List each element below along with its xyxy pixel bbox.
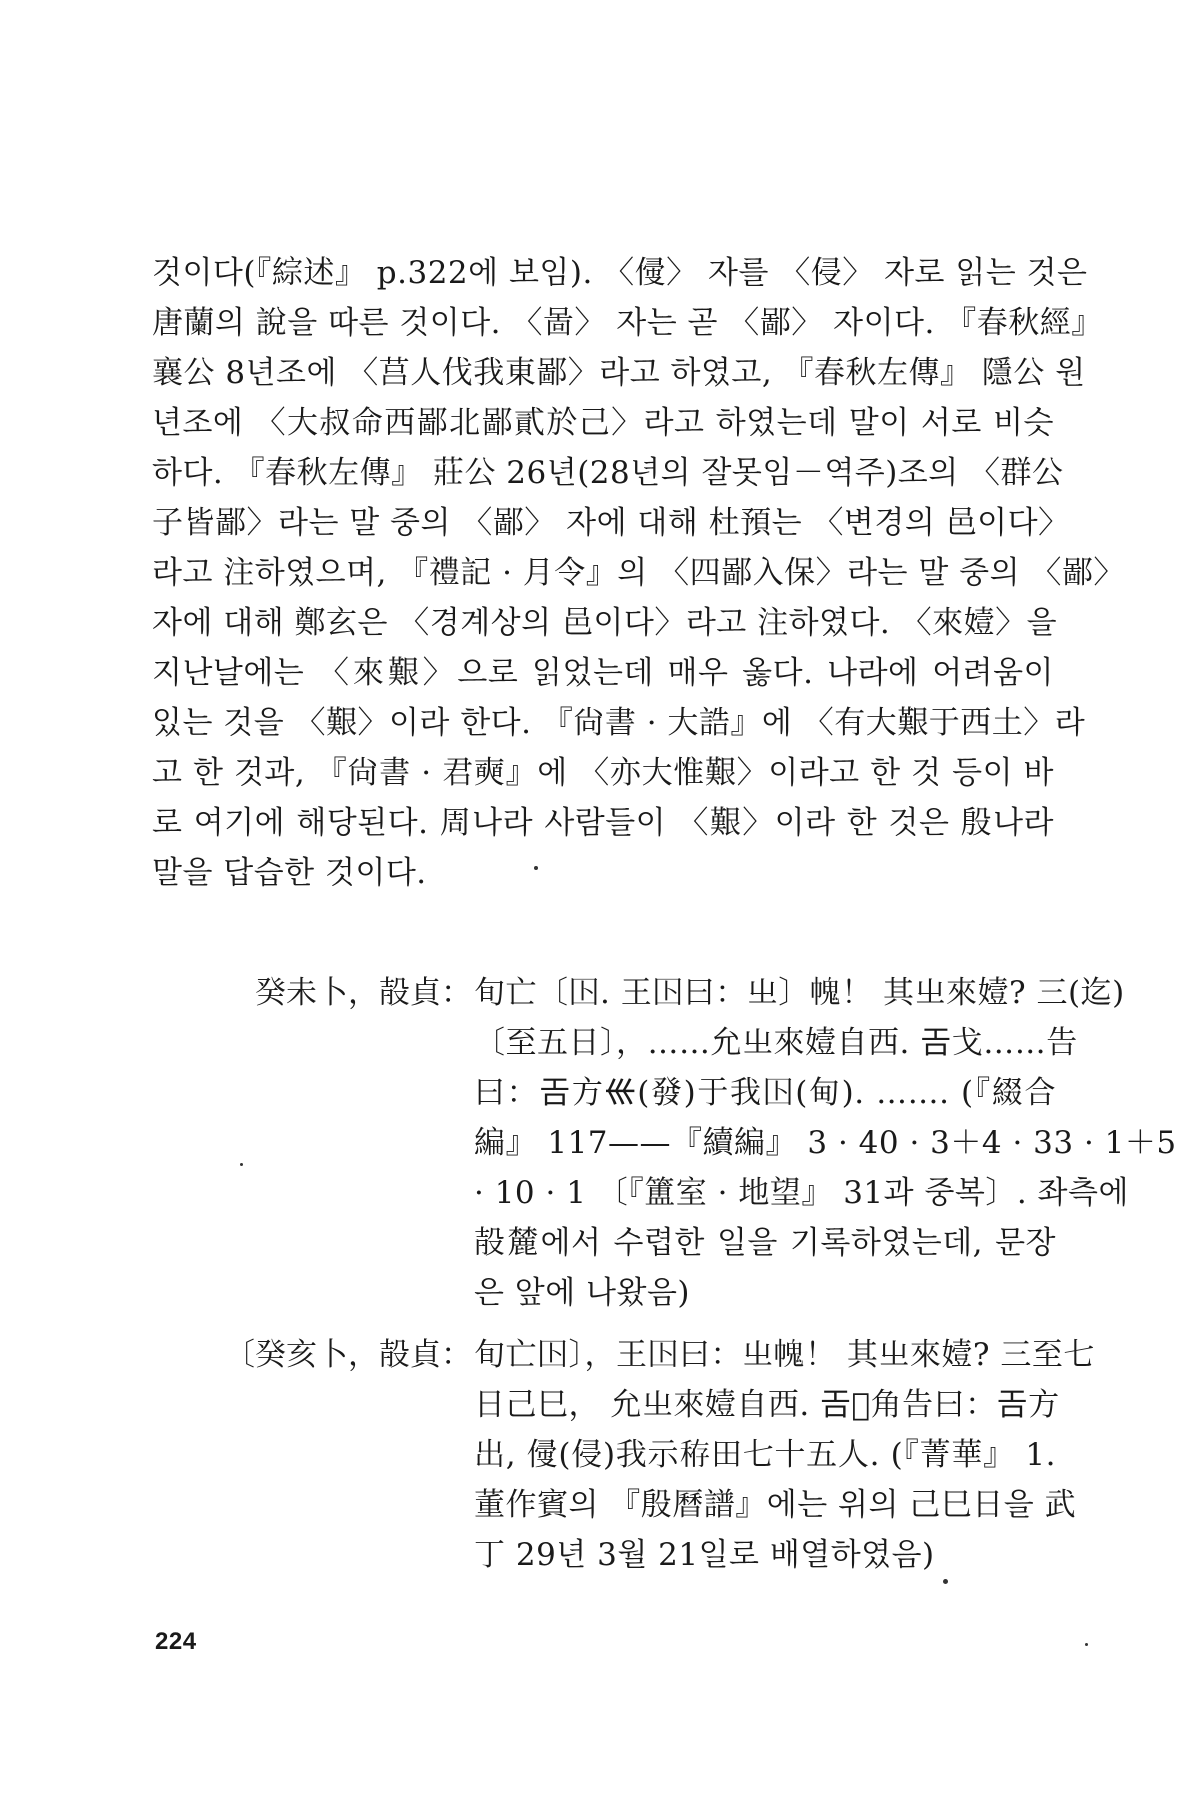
paragraph-line: 있는 것을 〈艱〉이라 한다. 『尙書 · 大誥』에 〈有大艱于西土〉라: [152, 705, 1086, 741]
paragraph-line: 고 한 것과, 『尙書 · 君奭』에 〈亦大惟艱〉이라고 한 것 등이 바: [152, 755, 1054, 791]
paragraph-line: 말을 답습한 것이다.: [152, 855, 427, 891]
body-paragraph: [152, 248, 1125, 898]
inscription-line: 㱿麓에서 수렵한 일을 기록하였는데, 문장: [474, 1225, 1056, 1261]
inscription-line: 曰：𢀛方𡿧(發)于我𡆥(甸). ……. (『綴合: [474, 1075, 1056, 1111]
inscription-line: · 10 · 1 〔『簠室 · 地望』 31과 중복〕. 좌측에: [474, 1175, 1129, 1211]
paragraph-line: 唐蘭의 說을 따른 것이다. 〈啚〉 자는 곧 〈鄙〉 자이다. 『春秋經』: [152, 305, 1103, 341]
paragraph-line: 子皆鄙〉라는 말 중의 〈鄙〉 자에 대해 杜預는 〈변경의 邑이다〉: [152, 505, 1070, 541]
print-speck: [534, 866, 538, 870]
inscription-body: [474, 1330, 1095, 1580]
paragraph-line: 자에 대해 鄭玄은 〈경계상의 邑이다〉라고 注하였다. 〈來嬄〉을: [152, 605, 1058, 641]
inscription-head: 癸未卜，㱿貞：: [255, 975, 472, 1011]
paragraph-line: 것이다(『綜述』 p.322에 보임). 〈㑴〉 자를 〈侵〉 자로 읽는 것은: [152, 255, 1088, 291]
inscription-line: 出, 㑴(侵)我示𥞘田七十五人. (『菁華』 1.: [474, 1437, 1056, 1473]
inscription-line: 董作賓의 『殷曆譜』에는 위의 己巳日을 武: [474, 1487, 1077, 1523]
print-speck: [1085, 1643, 1088, 1646]
inscription-line: 日己巳， 允㞢來嬄自西. 𢀛𡕥角告曰：𢀛方: [474, 1387, 1060, 1423]
page-number: 224: [155, 1628, 197, 1655]
paragraph-line: 년조에 〈大叔命西鄙北鄙貳於己〉라고 하였는데 말이 서로 비슷: [152, 405, 1054, 441]
inscription-line: 丁 29년 3월 21일로 배열하였음): [474, 1537, 935, 1573]
paragraph-line: 하다. 『春秋左傳』 莊公 26년(28년의 잘못임－역주)조의 〈群公: [152, 455, 1064, 491]
paragraph-line: 지난날에는 〈來艱〉으로 읽었는데 매우 옳다. 나라에 어려움이: [152, 655, 1054, 691]
paragraph-line: 襄公 8년조에 〈莒人伐我東鄙〉라고 하였고, 『春秋左傳』 隱公 원: [152, 355, 1086, 391]
inscription-line: 〔至五日〕，……允㞢來嬄自西. 𢀛戈……告: [474, 1025, 1078, 1061]
paragraph-line: 라고 注하였으며, 『禮記 · 月令』의 〈四鄙入保〉라는 말 중의 〈鄙〉: [152, 555, 1125, 591]
inscription-line: 編』 117——『續編』 3 · 40 · 3＋4 · 33 · 1＋5: [474, 1125, 1177, 1161]
print-speck: [943, 1579, 948, 1584]
inscription-line: 旬亡𡆥〕，王𡆥曰：㞢𢄊！ 其㞢來嬄? 三至七: [474, 1337, 1095, 1373]
paragraph-line: 로 여기에 해당된다. 周나라 사람들이 〈艱〉이라 한 것은 殷나라: [152, 805, 1054, 841]
inscription-line: 은 앞에 나왔음): [474, 1275, 690, 1311]
print-speck: [240, 1163, 243, 1166]
inscription-head: 〔癸亥卜，㱿貞：: [224, 1337, 472, 1373]
inscription-line: 旬亡〔𡆥. 王𡆥曰：㞢〕𢄊！ 其㞢來嬄? 三(迄): [474, 975, 1125, 1011]
inscription-body: [474, 968, 1177, 1318]
